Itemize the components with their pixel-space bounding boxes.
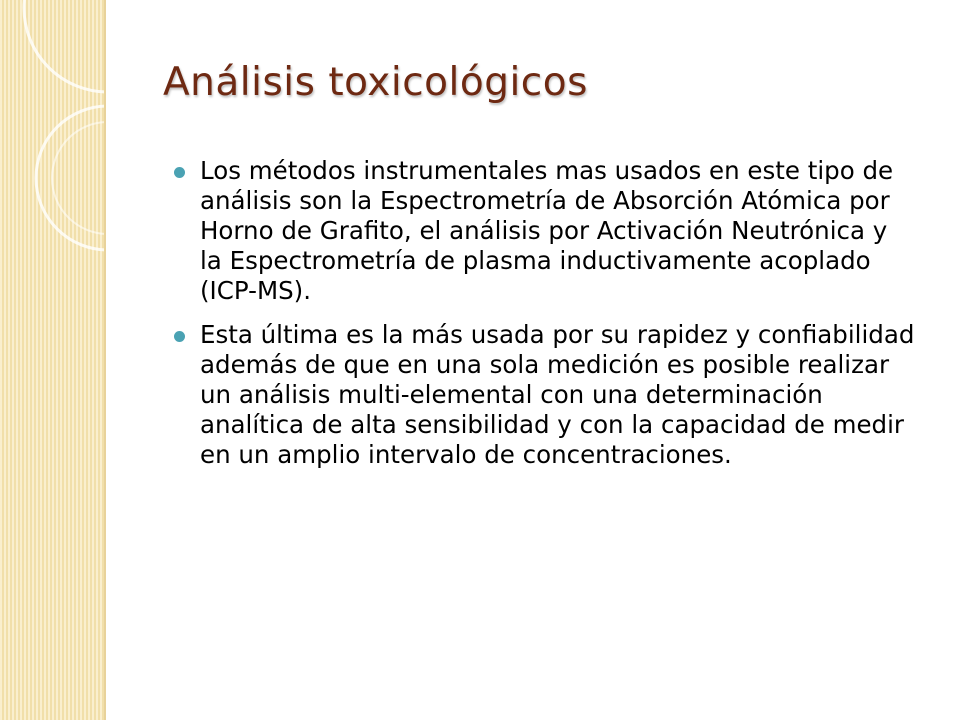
bullet-item xyxy=(168,156,916,306)
bullet-text: Esta última es la más usada por su rapidez y confiabilidad además de que en una sola medición es posible realizar un análisis multi-elemental con una determinación analítica de alta sensibilidad y con la capacidad de medir en un amplio intervalo de concentraciones. xyxy=(200,320,915,469)
decorative-side-band xyxy=(0,0,106,720)
bullet-text: Los métodos instrumentales mas usados en este tipo de análisis son la Espectrometría de Absorción Atómica por Horno de Grafito, el análisis por Activación Neutrónica y la Espectrometría de plasma inductivamente acoplado (ICP-MS). xyxy=(200,156,894,305)
decorative-circles xyxy=(0,0,106,720)
slide-title: Análisis toxicológicos xyxy=(163,60,588,105)
bullet-dot-icon xyxy=(174,167,185,178)
bullet-dot-icon xyxy=(174,331,185,342)
bullet-list xyxy=(168,156,916,484)
bullet-item xyxy=(168,320,916,470)
side-band-edge xyxy=(104,0,106,720)
